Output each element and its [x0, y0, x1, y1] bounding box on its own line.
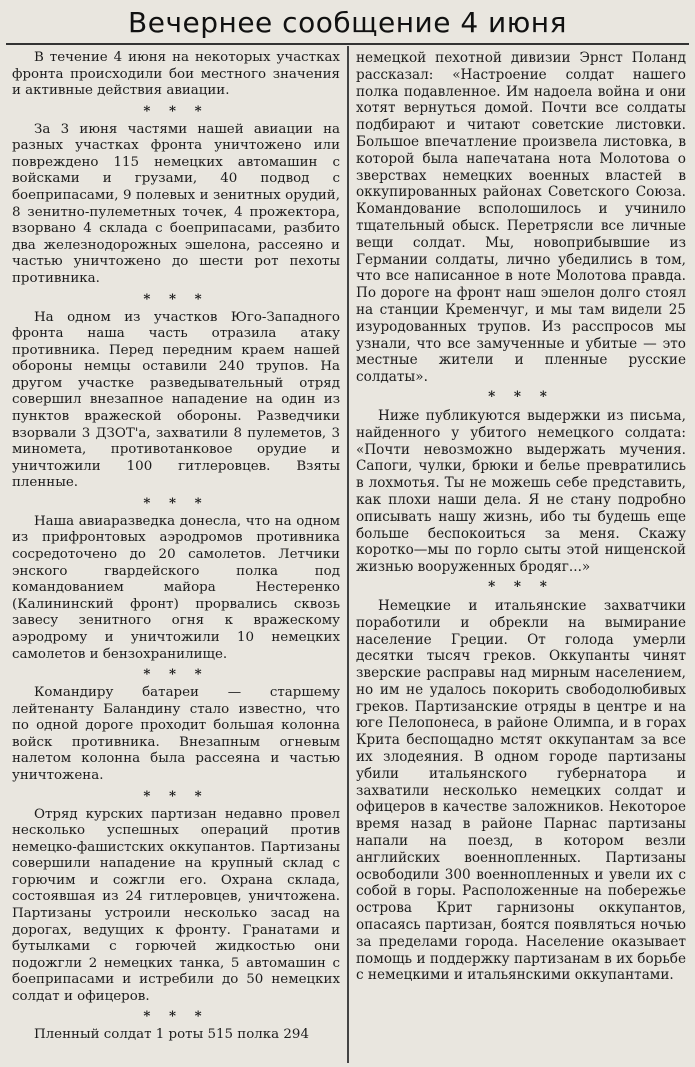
paragraph-air-reconnaissance: Наша авиаразведка донесла, что на одном из прифронтовых аэродромов противника сосредоточено до 20 самолетов. Летчики энского гвардейского полка под командованием майора Нестеренко (Калининский фронт) прорвались сквозь завесу зенитного огня к вражескому аэродрому и уничтожили 10 немецких самолетов и бензохранилище. — [12, 513, 340, 662]
paragraph-southwest-front: На одном из участков Юго-Западного фронта наша часть отразила атаку противника. Перед передним краем нашей обороны немцы оставили 240 трупов. На другом участке разведывательный отряд совершил внезапное нападение на один из пунктов вражеской обороны. Разведчики взорвали 3 ДЗОТ'а, захватили 8 пулеметов, 3 миномета, противотанковое орудие и уничтожили 100 гитлеровцев. Взяты пленные. — [12, 309, 340, 491]
section-separator: * * * — [488, 578, 554, 595]
paragraph-greece: Немецкие и итальянские захватчики поработили и обрекли на вымирание население Греции. От голода умерли десятки тысяч греков. Оккупанты чинят зверские расправы над мирным населением, но им не удалось покорить свободолюбивых греков. Партизанские отряды в центре и на юге Пелопонеса, в районе Олимпа, и в горах Крита беспощадно мстят оккупантам за все их злодеяния. В одном городе партизаны убили итальянского губернатора и захватили несколько немецких солдат и офицеров в качестве заложников. Некоторое время назад в районе Парнас партизаны напали на поезд, в котором везли английских военнопленных. Партизаны освободили 300 военнопленных и увели их с собой в горы. Расположенные на побережье острова Крит гарнизоны оккупантов, опасаясь партизан, боятся появляться ночью за пределами города. Население оказывает помощь и поддержку партизанам в их борьбе с немецкими и итальянскими оккупантами. — [356, 597, 686, 984]
right-column — [356, 50, 686, 984]
column-divider — [347, 46, 349, 1063]
section-separator: * * * — [143, 787, 209, 804]
paragraph-aviation: За 3 июня частями нашей авиации на разных участках фронта уничтожено или повреждено 115 немецких автомашин с войсками и грузами, 40 подвод с боеприпасами, 9 полевых и зенитных орудий, 8 зенитно-пулеметных точек, 4 прожектора, взорвано 4 склада с боеприпасами, разбито два железнодорожных эшелона, рассеяно и частью уничтожено до шести рот пехоты противника. — [12, 121, 340, 286]
article-title: Вечернее сообщение 4 июня — [128, 6, 567, 39]
section-separator: * * * — [143, 1008, 209, 1025]
section-separator: * * * — [143, 494, 209, 511]
title-rule — [6, 43, 689, 45]
paragraph-prisoner-start: Пленный солдат 1 роты 515 полка 294 — [34, 1027, 309, 1043]
paragraph-kursk-partisans: Отряд курских партизан недавно провел несколько успешных операций против немецко-фашистских оккупантов. Партизаны совершили нападение на крупный склад с горючим и сожгли его. Охрана склада, состоявшая из 24 гитлеровцев, уничтожена. Партизаны устроили несколько засад на дорогах, ведущих к фронту. Гранатами и бутылками с горючей жидкостью они подожгли 2 немецких танка, 5 автомашин с боеприпасами и истребили до 50 немецких солдат и офицеров. — [12, 806, 340, 1004]
paragraph-prisoner-continued: немецкой пехотной дивизии Эрнст Поланд рассказал: «Настроение солдат нашего полка подавленное. Им надоела война и они хотят вернуться домой. Почти все солдаты подбирают и читают советские листовки. Большое впечатление произвела листовка, в которой была напечатана нота Молотова о зверствах немецких военных властей в оккупированных районах Советского Союза. Командование всполошилось и учинило тщательный обыск. Перетрясли все личные вещи солдат. Мы, новоприбывшие из Германии солдаты, лично убедились в том, что все написанное в ноте Молотова правда. По дороге на фронт наш эшелон долго стоял на станции Кременчуг, и мы там видели 25 изуродованных трупов. Из расспросов мы узнали, что все замученные и убитые — это местные жители и пленные русские солдаты». — [356, 50, 686, 386]
paragraph-battery: Командиру батареи — старшему лейтенанту Баландину стало известно, что по одной дороге проходит большая колонна войск противника. Внезапным огневым налетом колонна была рассеяна и частью уничтожена. — [12, 685, 340, 783]
left-column — [12, 50, 340, 1044]
section-separator: * * * — [488, 388, 554, 405]
paragraph-front-summary: В течение 4 июня на некоторых участках фронта происходили бои местного значения и активные действия авиации. — [12, 50, 340, 99]
section-separator: * * * — [143, 102, 209, 119]
section-separator: * * * — [143, 666, 209, 683]
section-separator: * * * — [143, 290, 209, 307]
paragraph-letter-excerpt: Ниже публикуются выдержки из письма, найденного у убитого немецкого солдата: «Почти невозможно выдержать мучения. Сапоги, чулки, брюки и белье превратились в лохмотья. Ты не можешь себе представить, как плохи наши дела. Я не стану подробно описывать нашу жизнь, ибо ты будешь еще больше беспокоиться за меня. Скажу коротко—мы по горло сыты этой нищенской жизнью вооруженных бродяг...» — [356, 407, 686, 576]
